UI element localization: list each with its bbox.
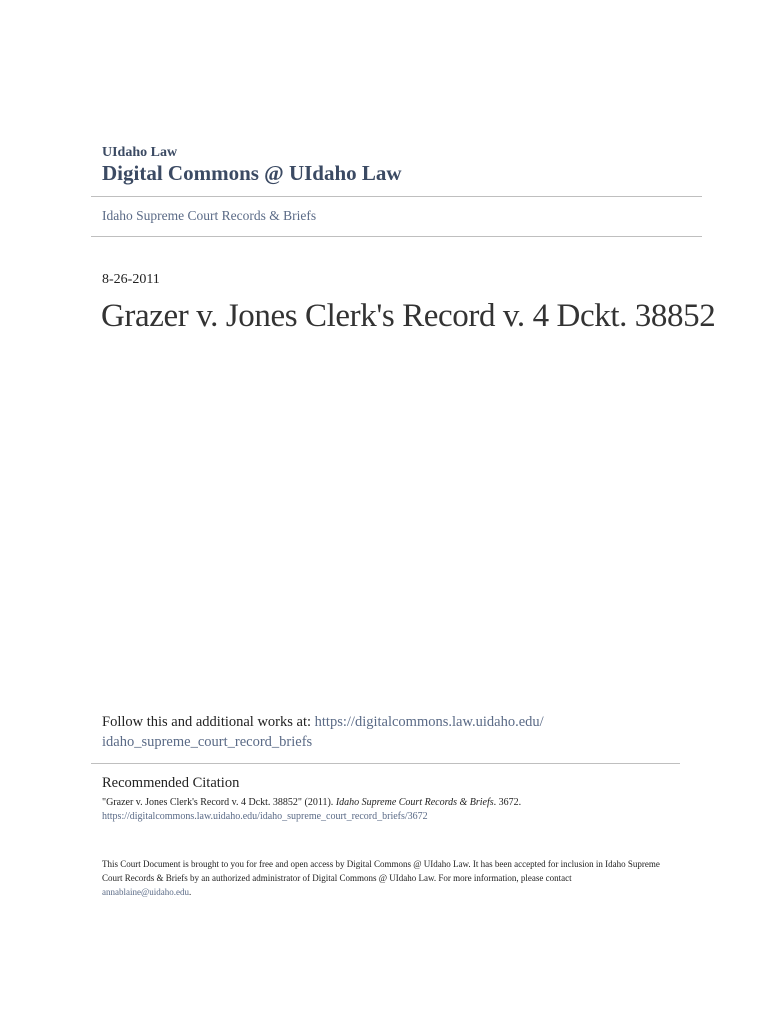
follow-section [102, 712, 682, 752]
institution-link[interactable]: UIdaho Law [102, 145, 178, 160]
series-link[interactable]: Idaho Supreme Court Records & Briefs [102, 208, 317, 223]
citation-number: . 3672. [493, 797, 522, 808]
follow-link[interactable]: https://digitalcommons.law.uidaho.edu/ [314, 714, 544, 730]
document-date: 8-26-2011 [102, 272, 160, 287]
citation-text: "Grazer v. Jones Clerk's Record v. 4 Dckt. 38852" (2011). [102, 797, 336, 808]
contact-email-link[interactable]: annablaine@uidaho.edu [102, 887, 190, 897]
citation-series: Idaho Supreme Court Records & Briefs [335, 797, 494, 808]
follow-link-continued[interactable]: idaho_supreme_court_record_briefs [102, 734, 313, 750]
citation-link[interactable]: https://digitalcommons.law.uidaho.edu/idaho_supreme_court_record_briefs/3672 [102, 811, 428, 822]
follow-label: Follow this and additional works at: [102, 714, 315, 730]
divider [91, 236, 702, 237]
access-notice [102, 857, 662, 899]
repository-link[interactable]: Digital Commons @ UIdaho Law [102, 161, 402, 185]
citation-heading: Recommended Citation [102, 775, 240, 791]
citation-body [102, 796, 702, 824]
divider [91, 196, 702, 197]
document-title: Grazer v. Jones Clerk's Record v. 4 Dckt. 38852 [101, 298, 716, 334]
notice-end: . [189, 887, 192, 897]
divider [91, 763, 680, 764]
notice-text: This Court Document is brought to you for free and open access by Digital Commons @ UIdaho Law. It has been accepted for inclusion in Idaho Supreme Court Records & Briefs by an authorized administrator of Digital Commons @ UIdaho Law. For more information, please contact [102, 859, 660, 883]
